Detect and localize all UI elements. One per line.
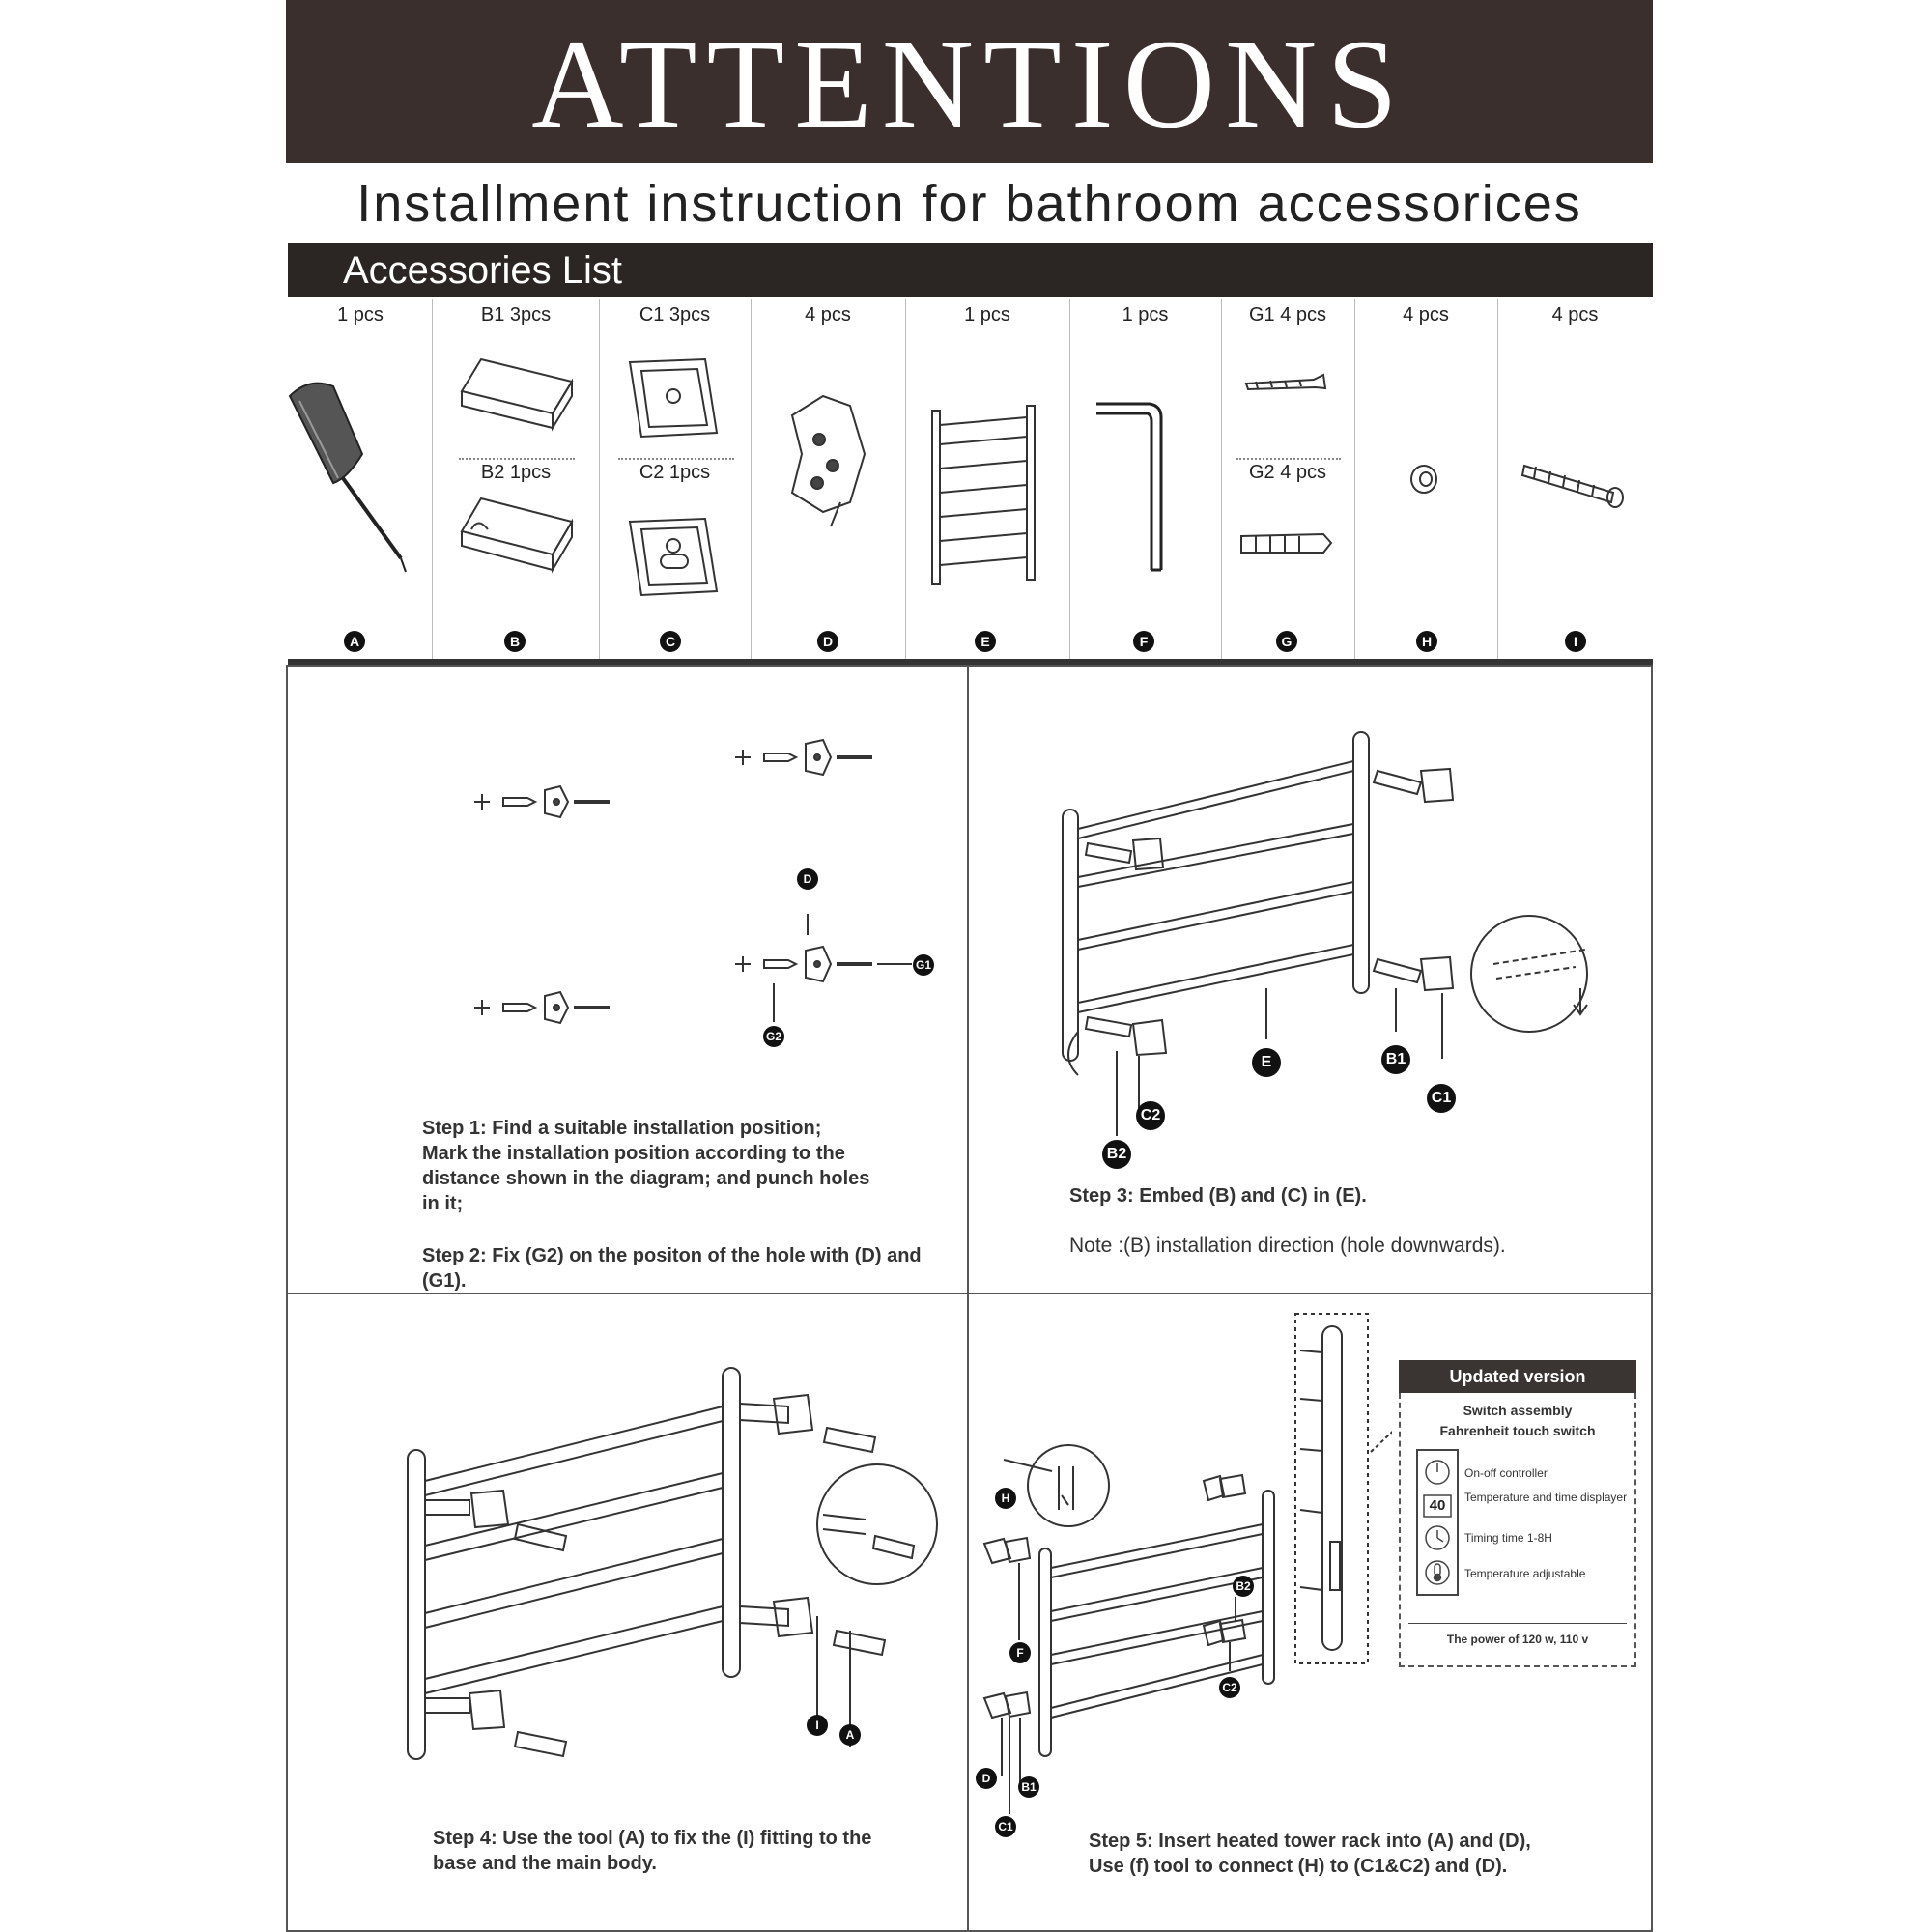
step5-diagram <box>967 1293 1392 1814</box>
detail-dashed-box <box>1295 1314 1368 1663</box>
rack-post-right <box>1353 732 1369 993</box>
i-bolt-icon <box>824 1428 875 1452</box>
letter-b-badge: B <box>504 631 526 652</box>
accessory-b-sub-label: B2 1pcs <box>480 462 552 483</box>
rack-post-right <box>723 1368 740 1677</box>
b1-block-icon <box>462 359 572 428</box>
callout-c2: C2 <box>1136 1101 1165 1130</box>
rack-post-left <box>408 1450 425 1759</box>
c1-plate-icon <box>630 359 717 437</box>
callout-h: H <box>995 1488 1016 1509</box>
anchor-assembly <box>735 947 872 981</box>
page-subtitle: Installment instruction for bathroom accessorices <box>356 175 1582 233</box>
accessory-c-label: C1 3pcs <box>639 304 711 326</box>
letter-e-badge: E <box>975 631 996 652</box>
callout-f: F <box>1009 1642 1031 1663</box>
accessory-i-label: 4 pcs <box>1551 304 1599 326</box>
callout-d: D <box>797 868 818 890</box>
step3-text: Step 3: Embed (B) and (C) in (E). <box>1069 1185 1367 1207</box>
rack-post-left <box>1063 810 1078 1061</box>
feature-timing: Timing time 1-8H <box>1464 1531 1552 1545</box>
step1-diagram <box>286 665 969 1090</box>
towel-rack-icon <box>932 406 1035 584</box>
i-bolt-icon <box>515 1732 566 1756</box>
h-nut-icon <box>1411 466 1436 493</box>
thermometer-icon <box>1426 1561 1449 1584</box>
power-icon <box>1426 1461 1449 1484</box>
rack-post-right <box>1263 1491 1274 1684</box>
g1-screw-icon <box>1246 375 1325 389</box>
page-title: ATTENTIONS <box>531 13 1407 155</box>
step1-text: Step 1: Find a suitable installation position; Mark the installation position according to the distance shown in the diagram; and punch holes in it; <box>422 1118 870 1214</box>
c1-plate-icon <box>1006 1538 1030 1562</box>
feature-temp-time: Temperature and time displayer <box>1464 1491 1628 1504</box>
updated-version-subtitle-2: Fahrenheit touch switch <box>1439 1423 1596 1438</box>
callout-b2: B2 <box>1102 1140 1131 1169</box>
c1-plate-icon <box>774 1598 812 1636</box>
c2-plate-icon <box>469 1690 504 1729</box>
letter-f-badge: F <box>1133 631 1154 652</box>
anchor-assembly <box>474 992 610 1023</box>
letter-h-badge: H <box>1416 631 1437 652</box>
b1-block-icon <box>1374 771 1421 794</box>
accessory-e-label: 1 pcs <box>964 304 1010 326</box>
b1-block-icon <box>1374 959 1421 982</box>
d-bracket-icon <box>792 396 865 526</box>
g2-anchor-icon <box>1241 534 1331 553</box>
letter-d-badge: D <box>817 631 838 652</box>
clock-icon <box>1426 1526 1449 1549</box>
power-spec: The power of 120 w, 110 v <box>1446 1633 1589 1646</box>
feature-temp-adjust: Temperature adjustable <box>1464 1567 1586 1580</box>
callout-c1: C1 <box>1427 1084 1456 1113</box>
callout-g1: G1 <box>913 954 934 976</box>
c1-plate-icon <box>1421 769 1453 802</box>
callout-b1: B1 <box>1381 1045 1410 1074</box>
accessory-b-label: B1 3pcs <box>480 304 552 326</box>
b1-block-icon <box>1086 843 1131 863</box>
hex-key-icon <box>1096 404 1161 570</box>
step4-diagram <box>286 1293 969 1795</box>
letter-i-badge: I <box>1565 631 1586 652</box>
accessory-d-label: 4 pcs <box>805 304 851 326</box>
accessory-g-label: G1 4 pcs <box>1248 304 1327 326</box>
step3-diagram <box>967 665 1653 1186</box>
c1-plate-icon <box>1006 1692 1030 1717</box>
callout-c2: C2 <box>1219 1677 1240 1698</box>
anchor-assembly <box>735 740 872 775</box>
display-value: 40 <box>1429 1497 1446 1514</box>
callout-g2: G2 <box>763 1026 784 1047</box>
screwdriver-icon <box>290 384 406 572</box>
callout-b1: B1 <box>1018 1776 1039 1798</box>
accessory-c-sub-label: C2 1pcs <box>639 462 711 483</box>
callout-b2: B2 <box>1233 1576 1254 1597</box>
c2-plate-icon <box>630 519 717 595</box>
step3-note: Note :(B) installation direction (hole downwards). <box>1069 1235 1506 1257</box>
letter-a-badge: A <box>344 631 365 652</box>
switch-icons <box>1416 1449 1459 1596</box>
c1-plate-icon <box>1421 957 1453 990</box>
accessory-h-label: 4 pcs <box>1403 304 1449 326</box>
callout-e: E <box>1252 1048 1281 1077</box>
accessory-g-sub-label: G2 4 pcs <box>1248 462 1327 483</box>
step4-text: Step 4: Use the tool (A) to fix the (I) fitting to the base and the main body. <box>433 1828 872 1874</box>
detail-circle <box>1028 1445 1109 1526</box>
c2-plate-icon <box>1133 1020 1166 1055</box>
accessory-a-label: 1 pcs <box>337 304 384 326</box>
c1-plate-icon <box>774 1395 812 1434</box>
i-bolt-icon <box>834 1631 885 1655</box>
letter-g-badge: G <box>1276 631 1297 652</box>
step2-text: Step 2: Fix (G2) on the positon of the hole with (D) and (G1). <box>422 1245 922 1292</box>
accessories-heading: Accessories List <box>343 249 622 292</box>
anchor-assembly <box>474 786 610 817</box>
letter-c-badge: C <box>660 631 681 652</box>
callout-d: D <box>976 1768 997 1789</box>
rack-post-left <box>1039 1548 1051 1756</box>
b2-block-icon <box>1086 1017 1131 1037</box>
callout-c1: C1 <box>995 1816 1016 1837</box>
b2-block-icon <box>462 498 572 570</box>
callout-a: A <box>839 1724 861 1746</box>
updated-version-heading: Updated version <box>1399 1360 1636 1393</box>
step5-text: Step 5: Insert heated tower rack into (A) and (D), Use (f) tool to connect (H) to (C1&C2) and (D). <box>1089 1831 1531 1877</box>
feature-on-off: On-off controller <box>1464 1466 1548 1480</box>
accessory-illustrations <box>0 0 1932 676</box>
i-bolt-icon <box>1522 466 1623 507</box>
c1-plate-icon <box>471 1491 508 1527</box>
updated-version-subtitle-1: Switch assembly <box>1463 1403 1573 1418</box>
accessory-f-label: 1 pcs <box>1122 304 1169 326</box>
switch-panel <box>1330 1542 1340 1590</box>
power-divider <box>1408 1623 1627 1624</box>
detail-circle <box>817 1464 937 1584</box>
callout-i: I <box>807 1715 828 1736</box>
